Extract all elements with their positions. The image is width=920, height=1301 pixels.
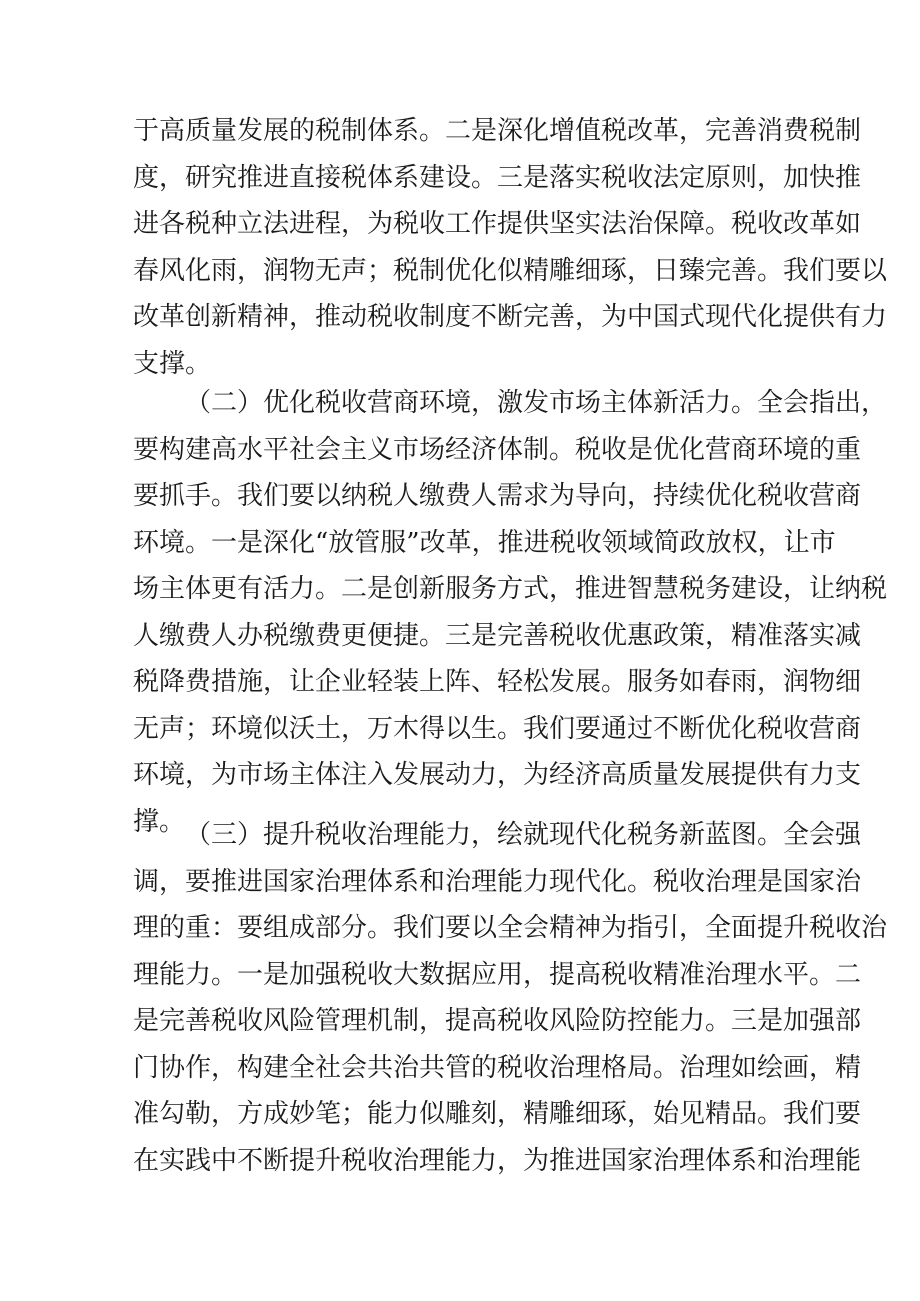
text-line: 准勾勒，方成妙笔；能力似雕刻，精雕细琢，始见精品。我们要	[133, 1099, 862, 1129]
paragraph-1	[133, 108, 888, 387]
text-line: 进各税种立法进程，为税收工作提供坚实法治保障。税收改革如	[133, 209, 862, 239]
text-line: 税降费措施，让企业轻装上阵、轻松发展。服务如春雨，润物细	[133, 667, 862, 697]
text-line: 要抓手。我们要以纳税人缴费人需求为导向，持续优化税收营商	[133, 481, 862, 511]
text-line: 于高质量发展的税制体系。二是深化增值税改革，完善消费税制	[133, 116, 862, 146]
text-line: （二）优化税收营商环境，激发市场主体新活力。全会指出，	[185, 388, 888, 418]
text-line: 度，研究推进直接税体系建设。三是落实税收法定原则，加快推	[133, 162, 862, 193]
text-line: 环境。一是深化“放管服”改革，推进税收领域简政放权，让市	[133, 527, 836, 558]
text-line: 门协作，构建全社会共治共管的税收治理格局。治理如绘画，精	[133, 1052, 862, 1083]
text-line: 在实践中不断提升税收治理能力，为推进国家治理体系和治理能	[133, 1145, 862, 1176]
text-line: 人缴费人办税缴费更便捷。三是完善税收优惠政策，精准落实减	[133, 620, 862, 651]
text-line: 理能力。一是加强税收大数据应用，提高税收精准治理水平。二	[133, 959, 862, 990]
text-line: 支撑。	[133, 348, 212, 379]
text-line: 理的重：要组成部分。我们要以全会精神为指引，全面提升税收治	[133, 913, 888, 943]
text-line: 是完善税收风险管理机制，提高税收风险防控能力。三是加强部	[133, 1006, 862, 1036]
text-line: 春风化雨，润物无声；税制优化似精雕细琢，日臻完善。我们要以	[133, 255, 888, 286]
text-line: 调，要推进国家治理体系和治理能力现代化。税收治理是国家治	[133, 866, 862, 897]
text-line: 环境，为市场主体注入发展动力，为经济高质量发展提供有力支	[133, 760, 862, 790]
paragraph-2	[133, 380, 888, 845]
text-line: 改革创新精神，推动税收制度不断完善，为中国式现代化提供有力	[133, 302, 888, 332]
paragraph-3	[133, 812, 888, 1184]
text-line: 要构建高水平社会主义市场经济体制。税收是优化营商环境的重	[133, 434, 862, 465]
text-line: 撑。	[133, 806, 186, 837]
text-line: 无声；环境似沃土，万木得以生。我们要通过不断优化税收营商	[133, 713, 862, 744]
text-line: 场主体更有活力。二是创新服务方式，推进智慧税务建设，让纳税	[133, 574, 888, 604]
text-line: （三）提升税收治理能力，绘就现代化税务新蓝图。全会强	[185, 820, 862, 850]
